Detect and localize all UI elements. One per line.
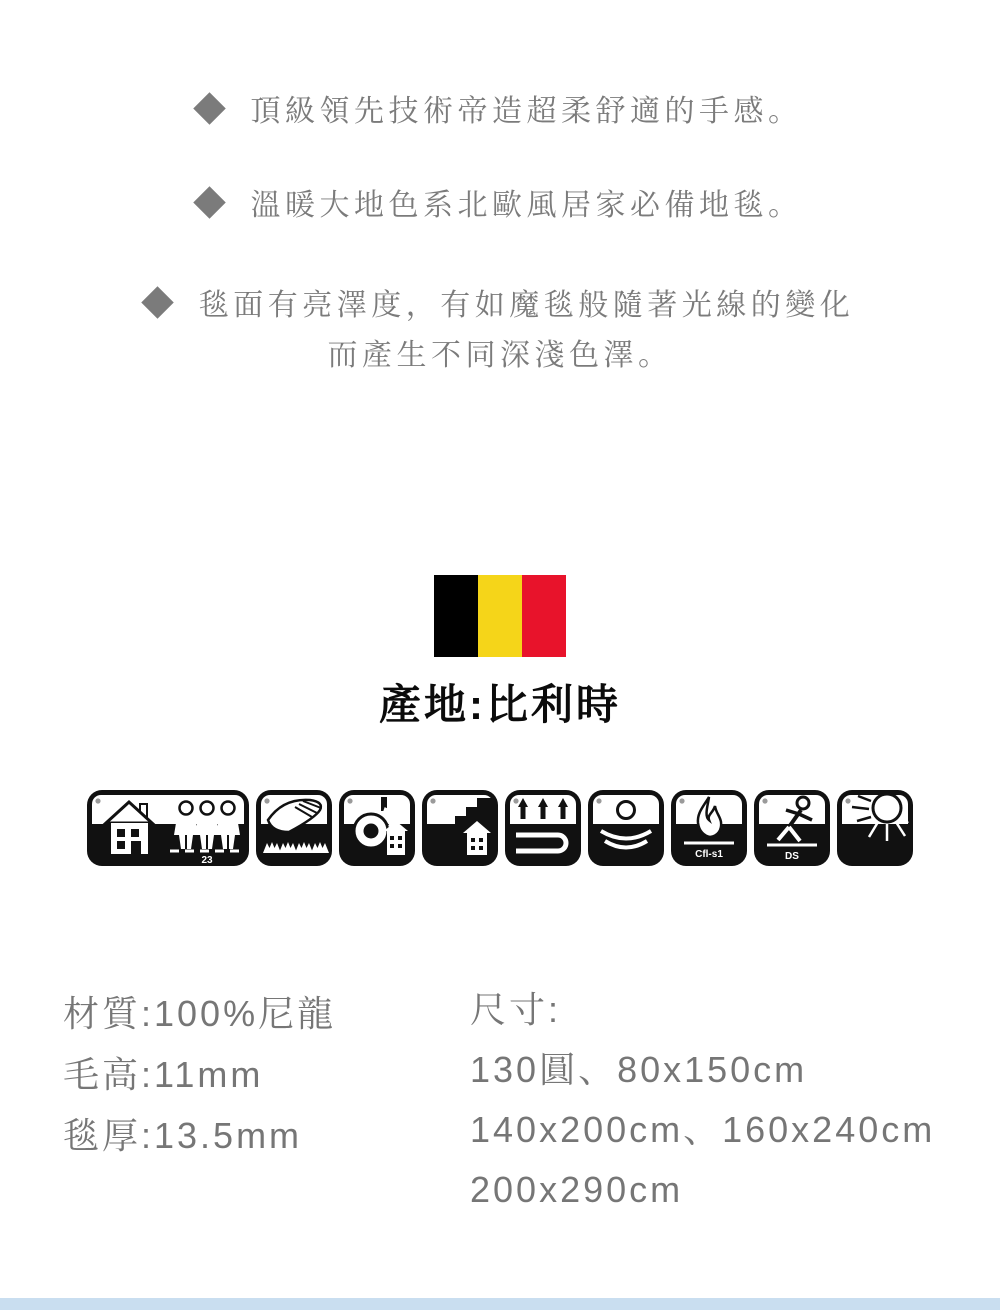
spec-list xyxy=(63,983,336,1166)
size-line-1: 130圓、80x150cm xyxy=(470,1049,808,1090)
feature-bullet-2 xyxy=(0,184,1000,220)
spec-thickness: 毯厚:13.5mm xyxy=(63,1115,303,1156)
feature-text-1: 頂級領先技術帝造超柔舒適的手感。 xyxy=(250,95,803,128)
bottom-accent-bar xyxy=(0,1298,1000,1310)
underfloor-heating-icon xyxy=(504,789,582,867)
diamond-bullet-icon xyxy=(193,92,226,125)
lightfastness-icon xyxy=(836,789,914,867)
flag-stripe-yellow xyxy=(478,575,522,657)
spec-pile-height: 毛高:11mm xyxy=(63,1054,264,1095)
origin-label: 產地:比利時 xyxy=(379,681,621,728)
sound-insulation-icon xyxy=(587,789,665,867)
castor-chair-icon xyxy=(338,789,416,867)
certification-icon-row xyxy=(0,789,1000,867)
usage-class-icon xyxy=(86,789,250,867)
feature-bullet-3 xyxy=(0,284,1000,320)
size-title: 尺寸: xyxy=(470,989,562,1030)
belgium-flag xyxy=(434,575,566,657)
feature-text-2: 溫暖大地色系北歐風居家必備地毯。 xyxy=(250,189,803,222)
size-line-2: 140x200cm、160x240cm xyxy=(470,1109,936,1150)
stairs-icon xyxy=(421,789,499,867)
slip-resistance-label: DS xyxy=(785,851,799,862)
feature-text-3-line2: 而產生不同深淺色澤。 xyxy=(327,339,673,372)
size-list xyxy=(470,980,935,1220)
spec-material: 材質:100%尼龍 xyxy=(63,993,337,1034)
diamond-bullet-icon xyxy=(141,286,174,319)
fire-rating-label: Cfl-s1 xyxy=(695,849,723,860)
fire-rating-icon xyxy=(670,789,748,867)
slip-resistance-icon xyxy=(753,789,831,867)
flag-stripe-black xyxy=(434,575,478,657)
feature-text-3-line1: 毯面有亮澤度，有如魔毯般隨著光線的變化 xyxy=(198,289,855,322)
feature-bullet-1 xyxy=(0,90,1000,126)
diamond-bullet-icon xyxy=(193,186,226,219)
soft-pile-icon xyxy=(255,789,333,867)
flag-stripe-red xyxy=(522,575,566,657)
usage-class-label: 23 xyxy=(201,855,213,866)
size-line-3: 200x290cm xyxy=(470,1169,684,1210)
